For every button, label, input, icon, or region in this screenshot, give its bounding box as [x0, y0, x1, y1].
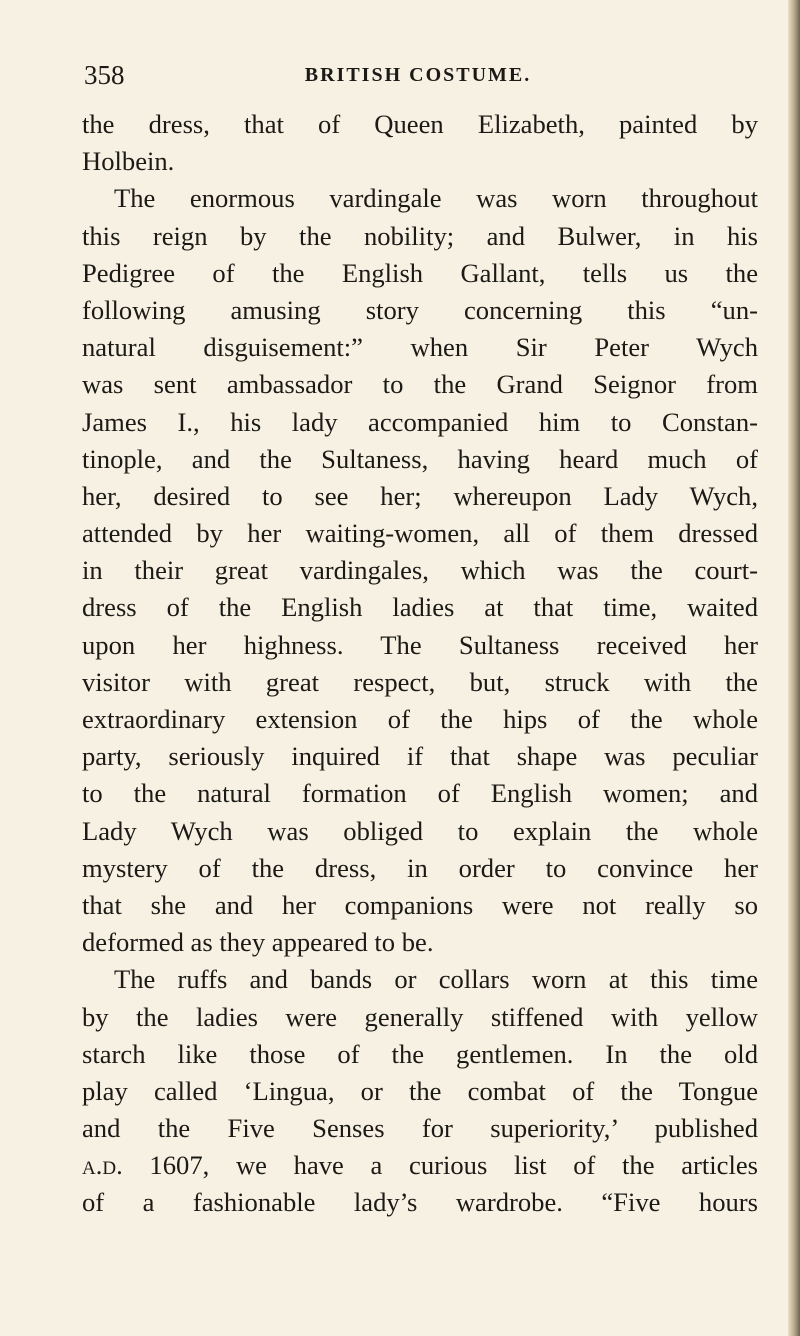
- text-line: extraordinary extension of the hips of the whole: [82, 704, 758, 734]
- text-line: in their great vardingales, which was the court-: [82, 555, 758, 586]
- page-header: [84, 60, 752, 90]
- text-line: following amusing story concerning this “un-: [82, 294, 758, 325]
- page-edge-shadow: [788, 0, 800, 1336]
- text-line: tinople, and the Sultaness, having heard much of: [82, 443, 758, 474]
- text-line: party, seriously inquired if that shape was peculiar: [82, 741, 758, 772]
- text-line: that she and her companions were not really so: [82, 889, 758, 920]
- text-line-remainder: 1607, we have a curious list of the articles: [122, 1150, 758, 1181]
- body-text: [82, 106, 758, 1222]
- text-line: of a fashionable lady’s wardrobe. “Five hours: [82, 1187, 758, 1218]
- text-line: starch like those of the gentlemen. In the old: [82, 1038, 758, 1069]
- text-line: to the natural formation of English women; and: [82, 778, 758, 809]
- text-line: Lady Wych was obliged to explain the whole: [82, 815, 758, 846]
- text-line: her, desired to see her; whereupon Lady Wych,: [82, 480, 758, 511]
- text-line: play called ‘Lingua, or the combat of the Tongue: [82, 1075, 758, 1106]
- page-number: 358: [84, 60, 125, 90]
- text-line: and the Five Senses for superiority,’ published: [82, 1113, 758, 1144]
- text-line: was sent ambassador to the Grand Seignor from: [82, 369, 758, 400]
- text-line: natural disguisement:” when Sir Peter Wych: [82, 332, 758, 363]
- era-abbreviation: a.d.: [82, 1150, 123, 1181]
- text-line: James I., his lady accompanied him to Constan-: [82, 406, 758, 437]
- running-head: BRITISH COSTUME.: [304, 64, 532, 86]
- text-line: mystery of the dress, in order to convince her: [82, 852, 758, 883]
- text-line: [82, 1147, 758, 1184]
- text-line: The enormous vardingale was worn throughout: [114, 183, 758, 214]
- text-line: the dress, that of Queen Elizabeth, painted by: [82, 109, 758, 139]
- text-line: The ruffs and bands or collars worn at this time: [114, 964, 758, 995]
- text-line: dress of the English ladies at that time, waited: [82, 592, 758, 623]
- text-line: deformed as they appeared to be.: [82, 927, 434, 958]
- text-line: by the ladies were generally stiffened with yellow: [82, 1001, 758, 1032]
- text-line: Holbein.: [82, 146, 175, 177]
- text-line: this reign by the nobility; and Bulwer, in his: [82, 220, 758, 251]
- text-line: Pedigree of the English Gallant, tells us the: [82, 257, 758, 288]
- text-line: upon her highness. The Sultaness received her: [82, 629, 758, 660]
- text-line: attended by her waiting-women, all of them dressed: [82, 518, 758, 549]
- text-line: visitor with great respect, but, struck with the: [82, 666, 758, 697]
